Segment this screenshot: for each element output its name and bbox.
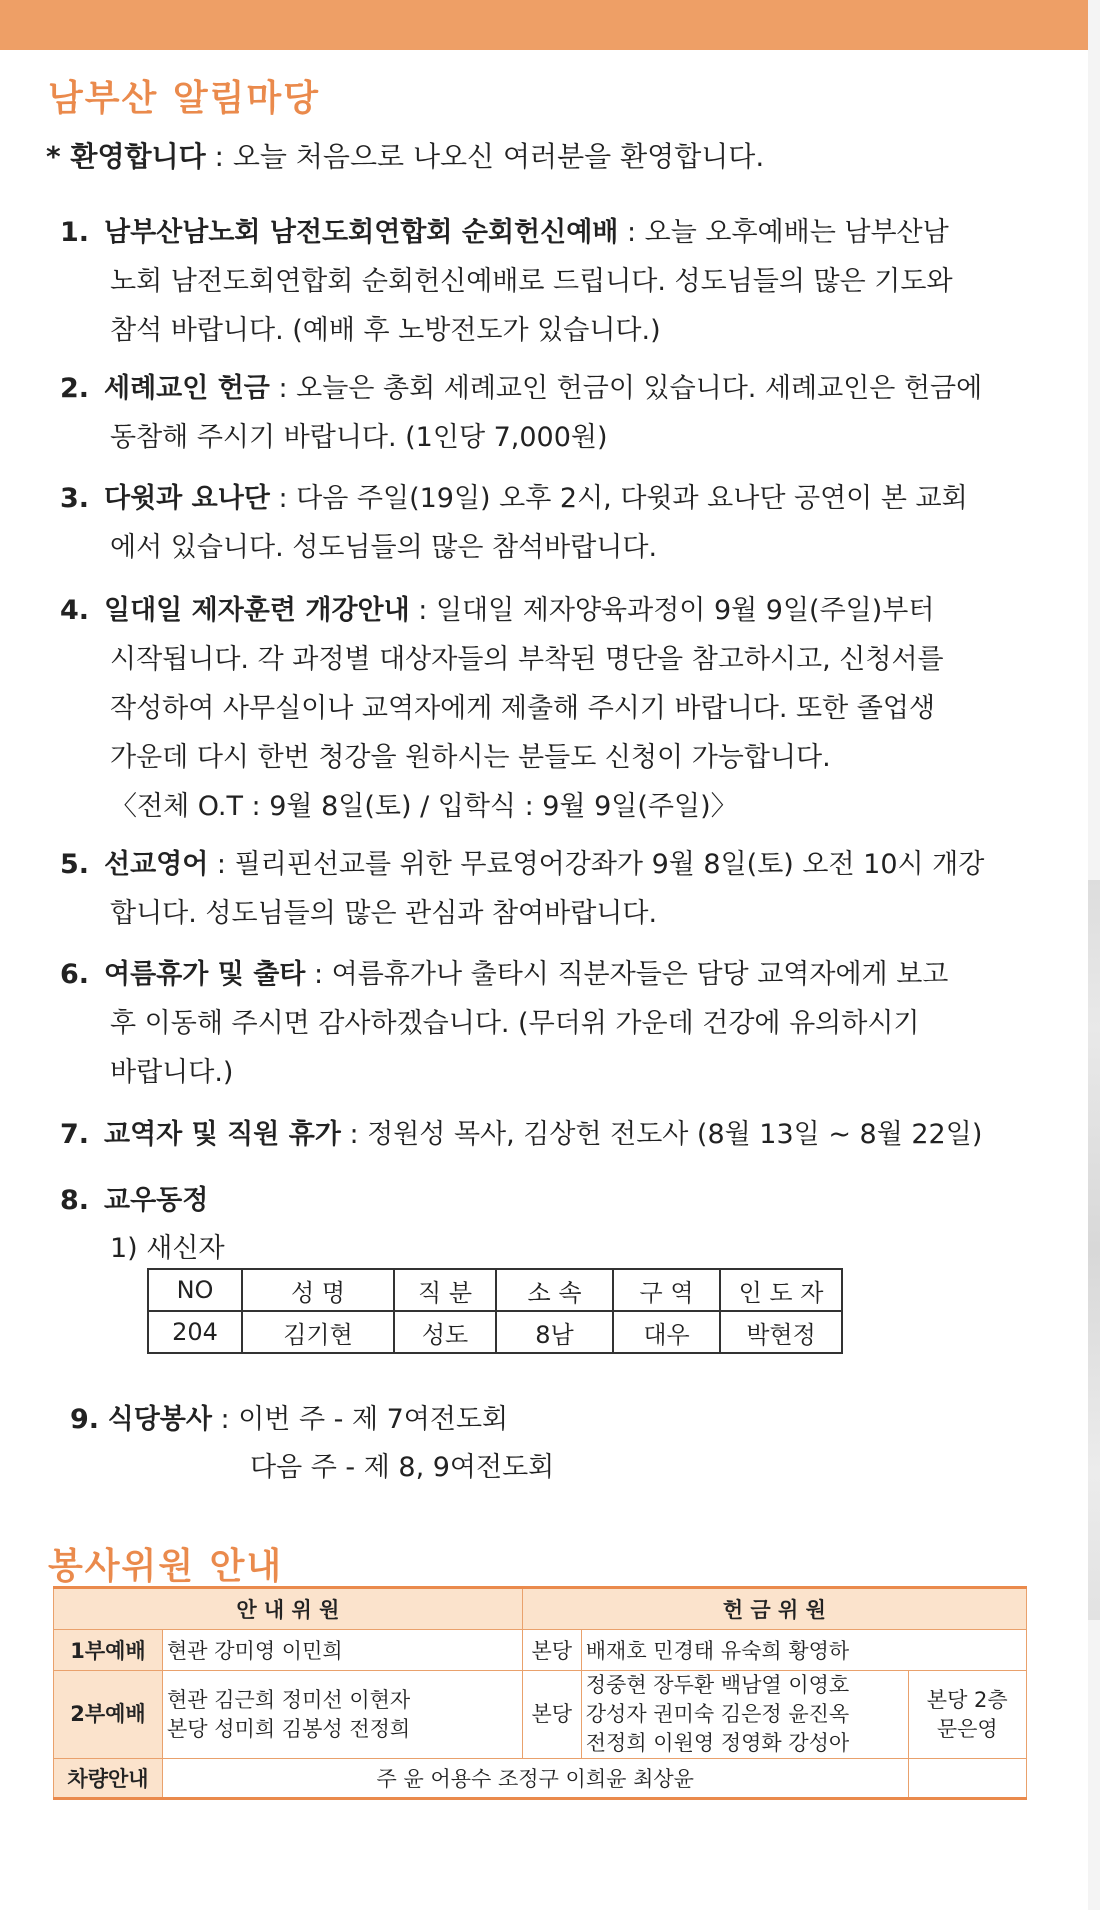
cell-line: 본당 2층: [926, 1687, 1008, 1712]
table-header-row: [54, 1588, 1027, 1630]
notice-text: 시작됩니다. 각 과정별 대상자들의 부착된 명단을 참고하시고, 신청서를: [110, 644, 944, 675]
notice-item-8: [60, 1176, 1030, 1225]
table-cell: 본당: [522, 1671, 581, 1759]
notice-number: 6.: [60, 959, 90, 990]
notice-item-7: [60, 1110, 1030, 1159]
notice-text: 〈전체 O.T : 9월 8일(토) / 입학식 : 9월 9일(주일)〉: [110, 791, 738, 822]
notice-number: 2.: [60, 373, 90, 404]
notice-text: 합니다. 성도님들의 많은 관심과 참여바랍니다.: [110, 898, 658, 929]
cell-line: 문은영: [936, 1716, 998, 1741]
notice-text: : 여름휴가나 출타시 직분자들은 담당 교역자에게 보고: [305, 959, 949, 990]
row-label: 차량안내: [54, 1759, 163, 1799]
page-edge-decoration: [1088, 880, 1100, 1620]
notice-number: 7.: [60, 1119, 90, 1150]
kitchen-this-week: : 이번 주 - 제 7여전도회: [211, 1404, 509, 1435]
cell-line: 현관 김근희 정미선 이현자: [167, 1687, 411, 1712]
table-cell: [908, 1671, 1027, 1759]
cell-line: 정중현 장두환 백남열 이영호: [585, 1673, 850, 1697]
volunteers-table: [53, 1586, 1027, 1800]
table-cell: 성도: [394, 1311, 496, 1353]
notice-title: 다윗과 요나단: [104, 483, 270, 514]
table-header: 성 명: [242, 1269, 394, 1311]
notice-title: 교역자 및 직원 휴가: [104, 1119, 341, 1150]
notice-text: 노회 남전도회연합회 순회헌신예배로 드립니다. 성도님들의 많은 기도와: [110, 266, 953, 297]
notice-text: : 오늘 오후예배는 남부산남: [618, 217, 949, 248]
table-header: 인 도 자: [720, 1269, 842, 1311]
page-edge-strip: [1088, 0, 1100, 1910]
kitchen-next-week: 다음 주 - 제 8, 9여전도회: [250, 1452, 555, 1483]
notice-text: : 일대일 제자양육과정이 9월 9일(주일)부터: [409, 595, 935, 626]
newcomers-label: 1) 새신자: [110, 1233, 225, 1264]
table-header: 직 분: [394, 1269, 496, 1311]
notice-text: 동참해 주시기 바랍니다. (1인당 7,000원): [110, 422, 608, 453]
row-label: 1부예배: [54, 1630, 163, 1671]
table-cell: [908, 1759, 1027, 1799]
notice-title: 선교영어: [104, 849, 209, 880]
table-row: [54, 1671, 1027, 1759]
offering-header: 헌 금 위 원: [522, 1588, 1026, 1630]
table-cell: 주 윤 어용수 조정구 이희윤 최상윤: [163, 1759, 909, 1799]
notice-title: 여름휴가 및 출타: [104, 959, 306, 990]
table-header: 구 역: [613, 1269, 720, 1311]
notice-number: 3.: [60, 483, 90, 514]
cell-line: 전정희 이원영 정영화 강성아: [585, 1731, 850, 1755]
table-row: [54, 1759, 1027, 1799]
newcomers-table: [147, 1268, 843, 1354]
notice-number: 8.: [60, 1185, 90, 1216]
table-cell: 배재호 민경태 유숙희 황영하: [581, 1630, 908, 1671]
notice-title: 세례교인 헌금: [104, 373, 270, 404]
notice-number: 1.: [60, 217, 90, 248]
table-cell: 김기현: [242, 1311, 394, 1353]
welcome-label: * 환영합니다: [46, 140, 206, 173]
notice-text: 후 이동해 주시면 감사하겠습니다. (무더위 가운데 건강에 유의하시기: [110, 1008, 920, 1039]
table-cell: 현관 강미영 이민희: [163, 1630, 523, 1671]
notice-title: 남부산남노회 남전도회연합회 순회헌신예배: [104, 217, 619, 248]
notice-text: : 필리핀선교를 위한 무료영어강좌가 9월 8일(토) 오전 10시 개강: [208, 849, 985, 880]
notice-item-2: [60, 364, 1030, 462]
cell-line: 본당 성미희 김봉성 전정희: [167, 1716, 411, 1741]
top-color-bar: [0, 0, 1088, 50]
notice-text: : 정원성 목사, 김상헌 전도사 (8월 13일 ~ 8월 22일): [340, 1119, 983, 1150]
notice-item-9: [70, 1396, 508, 1444]
notice-item-6: [60, 950, 1030, 1097]
notices-title: 남부산 알림마당: [48, 78, 320, 119]
table-row: [148, 1311, 842, 1353]
notice-item-5: [60, 840, 1030, 938]
table-cell: 박현정: [720, 1311, 842, 1353]
table-cell: 8남: [496, 1311, 613, 1353]
ushers-header: 안 내 위 원: [54, 1588, 523, 1630]
notice-text: 작성하여 사무실이나 교역자에게 제출해 주시기 바랍니다. 또한 졸업생: [110, 693, 936, 724]
table-header-row: [148, 1269, 842, 1311]
notice-number: 5.: [60, 849, 90, 880]
notice-number: 4.: [60, 595, 90, 626]
table-header: 소 속: [496, 1269, 613, 1311]
table-row: [54, 1630, 1027, 1671]
notice-title: 일대일 제자훈련 개강안내: [104, 595, 410, 626]
notice-item-4: [60, 586, 1030, 831]
notice-text: : 다음 주일(19일) 오후 2시, 다윗과 요나단 공연이 본 교회: [269, 483, 968, 514]
welcome-text: : 오늘 처음으로 나오신 여러분을 환영합니다.: [205, 140, 765, 173]
table-cell: 대우: [613, 1311, 720, 1353]
cell-line: 강성자 권미숙 김은정 윤진옥: [585, 1702, 850, 1726]
notice-title: 식당봉사: [107, 1404, 212, 1435]
notice-text: 가운데 다시 한번 청강을 원하시는 분들도 신청이 가능합니다.: [110, 742, 831, 773]
notice-item-3: [60, 474, 1030, 572]
welcome-line: [46, 138, 1056, 176]
notice-text: : 오늘은 총회 세례교인 헌금이 있습니다. 세례교인은 헌금에: [269, 373, 983, 404]
notice-text: 바랍니다.): [110, 1057, 234, 1088]
notice-title: 교우동정: [104, 1185, 209, 1216]
notice-text: 에서 있습니다. 성도님들의 많은 참석바랍니다.: [110, 532, 658, 563]
row-label: 2부예배: [54, 1671, 163, 1759]
notice-text: 참석 바랍니다. (예배 후 노방전도가 있습니다.): [110, 315, 661, 346]
notice-item-1: [60, 208, 1030, 355]
table-header: NO: [148, 1269, 242, 1311]
table-cell: [581, 1671, 908, 1759]
volunteers-title: 봉사위원 안내: [48, 1546, 284, 1587]
table-cell: 204: [148, 1311, 242, 1353]
notice-number: 9.: [70, 1404, 100, 1435]
table-cell: [163, 1671, 523, 1759]
table-cell: 본당: [522, 1630, 581, 1671]
table-cell: [908, 1630, 1027, 1671]
